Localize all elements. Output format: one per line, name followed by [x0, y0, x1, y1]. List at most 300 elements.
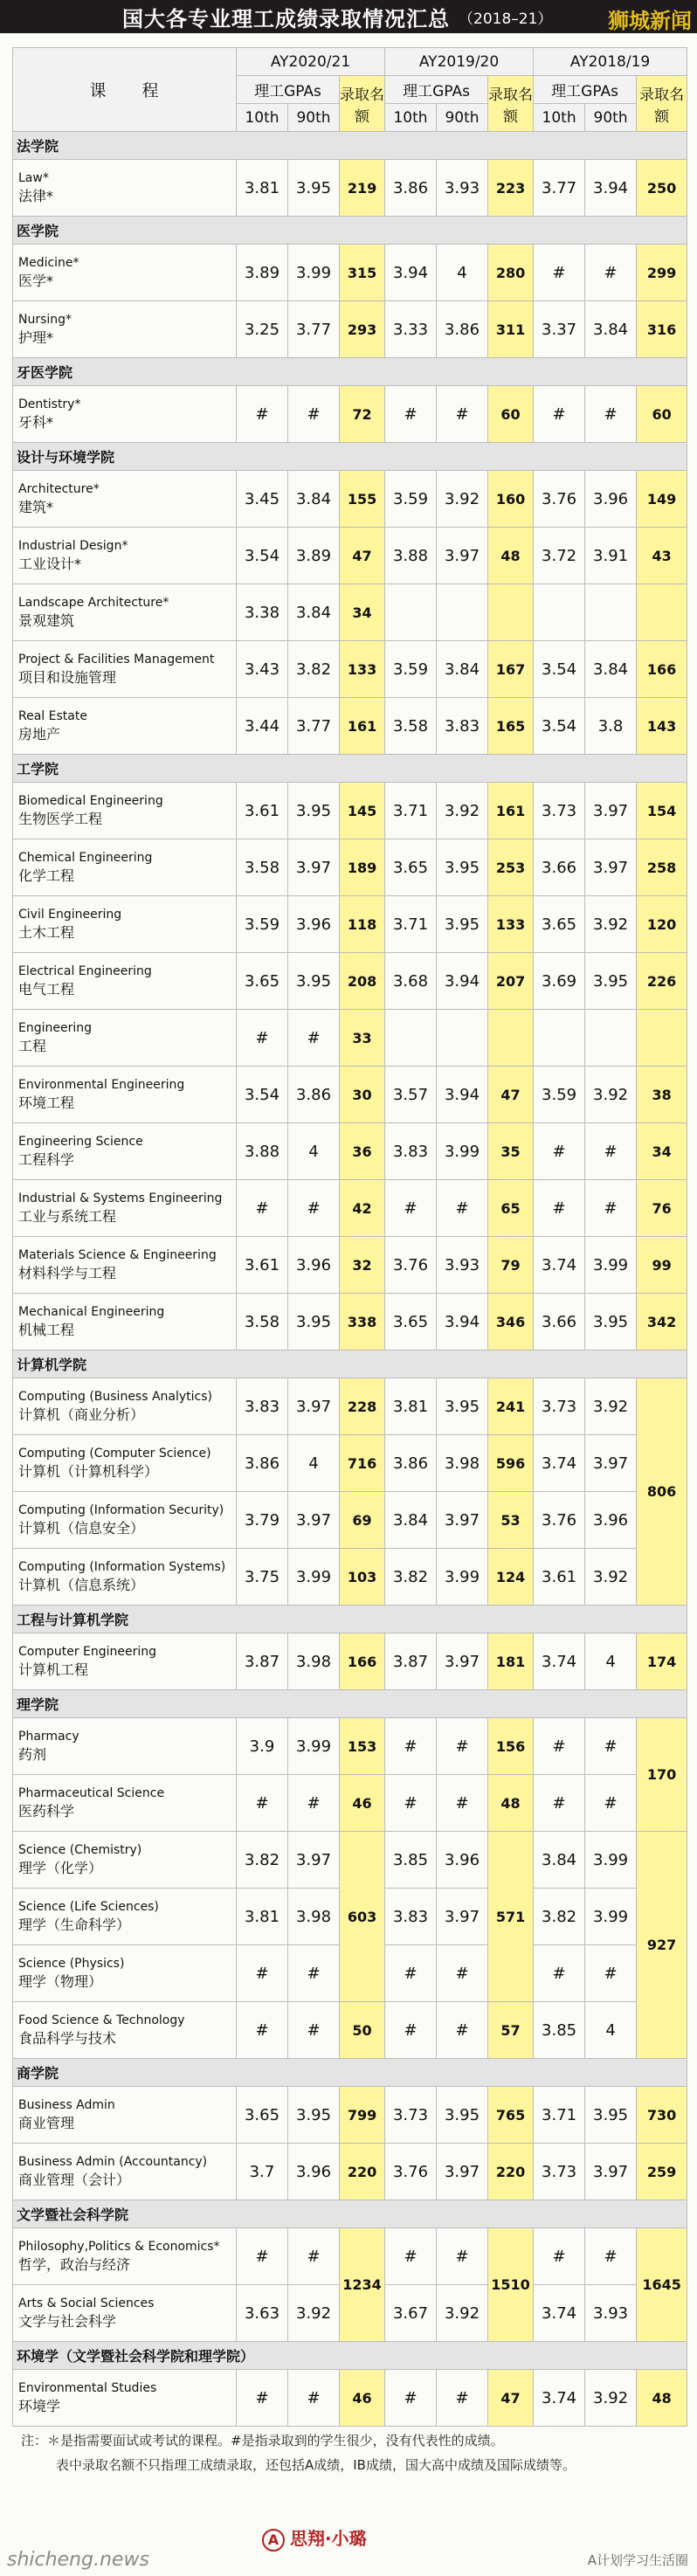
admission-table [12, 47, 687, 2427]
quota-header: 录取名额 [488, 76, 534, 132]
gpa-90th-cell: 3.89 [288, 528, 340, 584]
gpa-90th-cell: 3.95 [437, 896, 488, 953]
quota-cell: 603 [340, 1832, 385, 2002]
table-row [13, 1180, 687, 1237]
course-name-en: Electrical Engineering [18, 963, 152, 978]
gpa-90th-cell: 3.96 [288, 1237, 340, 1294]
gpa-10th-cell: 3.87 [385, 1633, 437, 1690]
course-name-en: Business Admin (Accountancy) [18, 2154, 208, 2169]
gpa-header: 理工GPAs [385, 76, 488, 104]
course-name-en: Food Science & Technology [18, 2013, 185, 2027]
gpa-10th-cell: 3.58 [385, 698, 437, 755]
brand-logo-text: 狮城新闻 [608, 9, 692, 33]
course-cell [13, 1435, 237, 1492]
quota-cell: 293 [340, 301, 385, 358]
gpa-10th-cell: 3.76 [385, 1237, 437, 1294]
gpa-90th-cell: 3.93 [585, 2285, 637, 2342]
quota-cell: 571 [488, 1832, 534, 2002]
quota-cell: 79 [488, 1237, 534, 1294]
gpa-10th-cell: # [237, 1775, 288, 1832]
p90-header: 90th [288, 104, 340, 132]
course-cell [13, 1067, 237, 1123]
section-title: 理学院 [13, 1690, 687, 1718]
gpa-90th-cell: 3.84 [288, 471, 340, 528]
gpa-90th-cell: # [437, 1775, 488, 1832]
gpa-90th-cell: 3.84 [585, 641, 637, 698]
quota-cell: 799 [340, 2087, 385, 2144]
gpa-90th-cell: 3.99 [288, 1718, 340, 1775]
table-row [13, 2144, 687, 2200]
gpa-90th-cell: 3.92 [585, 1378, 637, 1435]
course-cell [13, 698, 237, 755]
gpa-90th-cell [585, 1010, 637, 1067]
gpa-90th-cell: 3.95 [437, 2087, 488, 2144]
quota-cell: 46 [340, 1775, 385, 1832]
course-name-cn: 工程 [18, 1037, 47, 1054]
gpa-90th-cell: # [585, 1775, 637, 1832]
gpa-10th-cell [385, 584, 437, 641]
gpa-90th-cell: # [437, 2370, 488, 2427]
course-cell [13, 1492, 237, 1549]
section-row [13, 358, 687, 386]
course-cell [13, 783, 237, 839]
gpa-10th-cell: 3.65 [237, 953, 288, 1010]
gpa-90th-cell: 4 [288, 1435, 340, 1492]
gpa-10th-cell: 3.71 [385, 783, 437, 839]
gpa-90th-cell: 3.95 [585, 2087, 637, 2144]
course-name-cn: 医学* [18, 272, 54, 289]
gpa-10th-cell: 3.65 [237, 2087, 288, 2144]
quota-header: 录取名额 [637, 76, 687, 132]
course-name-cn: 计算机（计算机科学） [18, 1462, 159, 1480]
gpa-90th-cell: 3.92 [437, 471, 488, 528]
course-cell [13, 1378, 237, 1435]
title-years: （2018–21） [459, 10, 553, 28]
course-cell [13, 1123, 237, 1180]
course-name-en: Computing (Business Analytics) [18, 1389, 213, 1404]
table-row [13, 953, 687, 1010]
section-title: 文学暨社会科学院 [13, 2200, 687, 2228]
gpa-90th-cell: # [585, 245, 637, 301]
quota-cell: 170 [637, 1718, 687, 1832]
course-name-en: Dentistry* [18, 397, 81, 411]
gpa-10th-cell: 3.87 [237, 1633, 288, 1690]
gpa-10th-cell: 3.72 [534, 528, 585, 584]
gpa-10th-cell: 3.54 [534, 641, 585, 698]
course-name-cn: 护理* [18, 328, 54, 346]
gpa-90th-cell: 3.95 [288, 1294, 340, 1350]
gpa-10th-cell: 3.86 [385, 160, 437, 217]
course-name-en: Science (Chemistry) [18, 1842, 142, 1857]
course-name-cn: 建筑* [18, 498, 54, 515]
gpa-10th-cell: 3.79 [237, 1492, 288, 1549]
gpa-90th-cell: 3.97 [437, 1633, 488, 1690]
course-name-en: Science (Physics) [18, 1956, 125, 1971]
course-cell [13, 2370, 237, 2427]
course-cell [13, 1010, 237, 1067]
gpa-90th-cell: 3.92 [585, 1549, 637, 1606]
course-header: 课 程 [13, 48, 237, 132]
gpa-90th-cell: 3.92 [437, 2285, 488, 2342]
quota-cell: 219 [340, 160, 385, 217]
gpa-90th-cell: # [288, 2002, 340, 2059]
course-name-cn: 土木工程 [18, 923, 75, 941]
table-row [13, 839, 687, 896]
course-name-cn: 商业管理（会计） [18, 2171, 131, 2188]
year-header: AY2018/19 [534, 48, 687, 76]
header-row-years [13, 48, 687, 76]
quota-cell: 241 [488, 1378, 534, 1435]
section-row [13, 217, 687, 245]
footer [0, 2516, 697, 2576]
section-row [13, 2342, 687, 2370]
gpa-90th-cell: # [437, 386, 488, 443]
quota-cell: 220 [340, 2144, 385, 2200]
course-cell [13, 1775, 237, 1832]
gpa-90th-cell: # [288, 386, 340, 443]
gpa-10th-cell: 3.25 [237, 301, 288, 358]
quota-cell: 315 [340, 245, 385, 301]
course-cell [13, 1889, 237, 1945]
course-name-en: Environmental Engineering [18, 1077, 185, 1092]
course-name-cn: 机械工程 [18, 1321, 75, 1338]
gpa-10th-cell: # [237, 2228, 288, 2285]
gpa-90th-cell [437, 584, 488, 641]
gpa-90th-cell: # [437, 1718, 488, 1775]
gpa-90th-cell: 3.97 [288, 1378, 340, 1435]
gpa-10th-cell: 3.76 [534, 1492, 585, 1549]
gpa-10th-cell: # [385, 1945, 437, 2002]
table-row [13, 584, 687, 641]
gpa-90th-cell: 3.97 [585, 783, 637, 839]
gpa-90th-cell: # [585, 1718, 637, 1775]
quota-cell: 153 [340, 1718, 385, 1775]
quota-cell: 118 [340, 896, 385, 953]
gpa-90th-cell: 3.97 [437, 528, 488, 584]
section-title: 商学院 [13, 2059, 687, 2087]
table-row [13, 1123, 687, 1180]
gpa-90th-cell: 4 [288, 1123, 340, 1180]
gpa-10th-cell: # [237, 2370, 288, 2427]
quota-cell: 223 [488, 160, 534, 217]
gpa-90th-cell: 3.99 [585, 1889, 637, 1945]
course-cell [13, 1549, 237, 1606]
section-row [13, 1350, 687, 1378]
course-name-en: Civil Engineering [18, 907, 122, 922]
course-cell [13, 160, 237, 217]
quota-cell: 149 [637, 471, 687, 528]
quota-cell: 258 [637, 839, 687, 896]
course-name-cn: 景观建筑 [18, 611, 75, 629]
quota-cell: 65 [488, 1180, 534, 1237]
quota-cell: 311 [488, 301, 534, 358]
gpa-90th-cell: # [288, 2228, 340, 2285]
gpa-90th-cell: 3.97 [585, 1435, 637, 1492]
quota-cell: 35 [488, 1123, 534, 1180]
gpa-10th-cell: # [534, 386, 585, 443]
quota-cell: 716 [340, 1435, 385, 1492]
quota-cell [488, 1010, 534, 1067]
gpa-90th-cell: 3.94 [437, 1067, 488, 1123]
quota-cell: 259 [637, 2144, 687, 2200]
course-name-cn: 法律* [18, 187, 54, 204]
gpa-90th-cell: # [288, 1945, 340, 2002]
gpa-10th-cell: # [385, 2228, 437, 2285]
quota-cell: 299 [637, 245, 687, 301]
gpa-90th-cell: 3.94 [437, 1294, 488, 1350]
course-name-cn: 工业设计* [18, 555, 82, 572]
gpa-10th-cell: 3.85 [385, 1832, 437, 1889]
course-name-en: Landscape Architecture* [18, 595, 169, 610]
gpa-10th-cell: 3.74 [534, 2370, 585, 2427]
gpa-90th-cell: 3.92 [437, 783, 488, 839]
course-cell [13, 2228, 237, 2285]
gpa-10th-cell: 3.88 [237, 1123, 288, 1180]
gpa-10th-cell: # [385, 1180, 437, 1237]
gpa-10th-cell: 3.58 [237, 839, 288, 896]
gpa-10th-cell: 3.89 [237, 245, 288, 301]
quota-cell: 253 [488, 839, 534, 896]
gpa-90th-cell: # [437, 2002, 488, 2059]
gpa-90th-cell: 3.95 [288, 2087, 340, 2144]
course-name-en: Materials Science & Engineering [18, 1247, 217, 1262]
quota-cell: 38 [637, 1067, 687, 1123]
gpa-10th-cell: 3.33 [385, 301, 437, 358]
gpa-10th-cell: # [534, 1180, 585, 1237]
course-name-cn: 项目和设施管理 [18, 668, 117, 686]
course-name-en: Science (Life Sciences) [18, 1899, 159, 1914]
gpa-10th-cell: 3.82 [534, 1889, 585, 1945]
course-name-cn: 材料科学与工程 [18, 1264, 117, 1281]
course-name-cn: 化学工程 [18, 867, 75, 884]
quota-cell: 174 [637, 1633, 687, 1690]
section-title: 计算机学院 [13, 1350, 687, 1378]
quota-cell: 189 [340, 839, 385, 896]
course-cell [13, 528, 237, 584]
gpa-10th-cell: # [237, 1180, 288, 1237]
course-name-cn: 生物医学工程 [18, 810, 103, 827]
table-row [13, 1067, 687, 1123]
gpa-90th-cell: 3.99 [288, 245, 340, 301]
course-name-cn: 环境学 [18, 2397, 61, 2414]
quota-cell: 50 [340, 2002, 385, 2059]
course-name-en: Biomedical Engineering [18, 793, 163, 808]
quota-cell: 160 [488, 471, 534, 528]
section-row [13, 132, 687, 160]
gpa-10th-cell: # [385, 2370, 437, 2427]
gpa-10th-cell [534, 1010, 585, 1067]
gpa-10th-cell: # [534, 1775, 585, 1832]
table-row [13, 2002, 687, 2059]
gpa-90th-cell: # [585, 2228, 637, 2285]
course-cell [13, 386, 237, 443]
quota-cell: 34 [637, 1123, 687, 1180]
course-name-en: Business Admin [18, 2097, 115, 2112]
quota-cell: 596 [488, 1435, 534, 1492]
gpa-10th-cell: # [534, 245, 585, 301]
course-name-en: Environmental Studies [18, 2380, 157, 2395]
course-cell [13, 1945, 237, 2002]
table-row [13, 301, 687, 358]
year-header: AY2019/20 [385, 48, 534, 76]
course-name-en: Computer Engineering [18, 1644, 157, 1659]
note-line: 表中录取名额不只指理工成绩录取，还包括A成绩，IB成绩，国大高中成绩及国际成绩等。 [56, 2457, 576, 2473]
gpa-10th-cell: 3.65 [534, 896, 585, 953]
quota-cell: 36 [340, 1123, 385, 1180]
quota-cell: 207 [488, 953, 534, 1010]
gpa-10th-cell: 3.82 [237, 1832, 288, 1889]
gpa-10th-cell: 3.81 [385, 1378, 437, 1435]
gpa-90th-cell: 3.99 [585, 1832, 637, 1889]
table-row [13, 471, 687, 528]
gpa-90th-cell: 3.92 [585, 896, 637, 953]
quota-cell: 166 [637, 641, 687, 698]
gpa-10th-cell: 3.58 [237, 1294, 288, 1350]
gpa-90th-cell: 3.95 [437, 1378, 488, 1435]
quota-cell: 133 [340, 641, 385, 698]
quota-cell: 208 [340, 953, 385, 1010]
course-name-en: Architecture* [18, 481, 100, 496]
gpa-10th-cell: 3.71 [385, 896, 437, 953]
table-row [13, 1775, 687, 1832]
quota-cell: 342 [637, 1294, 687, 1350]
gpa-90th-cell: 3.98 [288, 1889, 340, 1945]
p90-header: 90th [437, 104, 488, 132]
quota-cell: 927 [637, 1832, 687, 2059]
course-cell [13, 1718, 237, 1775]
course-name-cn: 文学与社会科学 [18, 2312, 117, 2330]
course-name-en: Real Estate [18, 708, 87, 723]
gpa-90th-cell: 3.96 [437, 1832, 488, 1889]
gpa-90th-cell: 3.97 [585, 2144, 637, 2200]
table-row [13, 1633, 687, 1690]
table-row [13, 1832, 687, 1889]
table-row [13, 2087, 687, 2144]
p10-header: 10th [385, 104, 437, 132]
gpa-90th-cell: 3.98 [288, 1633, 340, 1690]
gpa-90th-cell: 3.95 [288, 160, 340, 217]
gpa-10th-cell: 3.54 [237, 528, 288, 584]
course-cell [13, 641, 237, 698]
gpa-90th-cell: # [437, 1180, 488, 1237]
quota-cell: 42 [340, 1180, 385, 1237]
gpa-90th-cell: 3.99 [288, 1549, 340, 1606]
section-title: 法学院 [13, 132, 687, 160]
gpa-90th-cell: # [585, 1123, 637, 1180]
gpa-10th-cell: 3.74 [534, 1237, 585, 1294]
section-title: 工学院 [13, 755, 687, 783]
quota-cell: 69 [340, 1492, 385, 1549]
quota-cell: 765 [488, 2087, 534, 2144]
gpa-10th-cell: # [385, 1718, 437, 1775]
course-name-cn: 工业与系统工程 [18, 1207, 117, 1225]
gpa-90th-cell [585, 584, 637, 641]
gpa-10th-cell: 3.86 [385, 1435, 437, 1492]
gpa-10th-cell: 3.73 [534, 2144, 585, 2200]
gpa-90th-cell: 3.77 [288, 698, 340, 755]
gpa-10th-cell: 3.82 [385, 1549, 437, 1606]
gpa-90th-cell: 4 [585, 2002, 637, 2059]
gpa-90th-cell: # [585, 386, 637, 443]
course-name-en: Mechanical Engineering [18, 1304, 165, 1319]
quota-cell: 1234 [340, 2228, 385, 2342]
gpa-10th-cell: 3.81 [237, 1889, 288, 1945]
course-cell [13, 245, 237, 301]
table-row [13, 160, 687, 217]
section-title: 牙医学院 [13, 358, 687, 386]
quota-cell: 730 [637, 2087, 687, 2144]
quota-cell: 120 [637, 896, 687, 953]
quota-cell: 48 [488, 528, 534, 584]
gpa-10th-cell: 3.66 [534, 1294, 585, 1350]
quota-cell: 32 [340, 1237, 385, 1294]
gpa-90th-cell: 3.95 [585, 1294, 637, 1350]
quota-cell: 220 [488, 2144, 534, 2200]
gpa-10th-cell: 3.66 [534, 839, 585, 896]
gpa-90th-cell: 3.91 [585, 528, 637, 584]
gpa-90th-cell: 3.86 [437, 301, 488, 358]
quota-cell: 47 [340, 528, 385, 584]
quota-cell: 155 [340, 471, 385, 528]
gpa-10th-cell: 3.69 [534, 953, 585, 1010]
quota-cell: 156 [488, 1718, 534, 1775]
quota-cell: 181 [488, 1633, 534, 1690]
gpa-90th-cell: 4 [437, 245, 488, 301]
gpa-header: 理工GPAs [534, 76, 637, 104]
gpa-90th-cell: 3.95 [585, 953, 637, 1010]
gpa-10th-cell: 3.74 [534, 2285, 585, 2342]
gpa-90th-cell: 3.97 [288, 1492, 340, 1549]
course-name-en: Computing (Computer Science) [18, 1446, 211, 1461]
quota-cell: 226 [637, 953, 687, 1010]
table-row [13, 1549, 687, 1606]
quota-header: 录取名额 [340, 76, 385, 132]
quota-cell: 165 [488, 698, 534, 755]
quota-cell: 33 [340, 1010, 385, 1067]
quota-cell: 154 [637, 783, 687, 839]
table-row [13, 1718, 687, 1775]
quota-cell: 48 [637, 2370, 687, 2427]
gpa-10th-cell: 3.59 [534, 1067, 585, 1123]
gpa-10th-cell: 3.38 [237, 584, 288, 641]
section-row [13, 755, 687, 783]
gpa-10th-cell: 3.61 [237, 783, 288, 839]
gpa-10th-cell: 3.61 [237, 1237, 288, 1294]
gpa-90th-cell: # [585, 1945, 637, 2002]
gpa-90th-cell: 3.97 [288, 839, 340, 896]
gpa-10th-cell: 3.73 [534, 1378, 585, 1435]
course-name-cn: 房地产 [18, 725, 61, 742]
course-cell [13, 1294, 237, 1350]
course-name-cn: 商业管理 [18, 2114, 75, 2131]
course-name-en: Industrial & Systems Engineering [18, 1191, 223, 1205]
gpa-10th-cell: # [237, 1010, 288, 1067]
gpa-10th-cell: 3.37 [534, 301, 585, 358]
table-row [13, 1237, 687, 1294]
year-header: AY2020/21 [237, 48, 385, 76]
gpa-90th-cell: # [288, 2370, 340, 2427]
gpa-90th-cell: 3.98 [437, 1435, 488, 1492]
gpa-90th-cell: # [585, 1180, 637, 1237]
section-title: 医学院 [13, 217, 687, 245]
gpa-90th-cell: 3.99 [585, 1237, 637, 1294]
gpa-90th-cell: 3.95 [288, 953, 340, 1010]
course-name-en: Arts & Social Sciences [18, 2296, 155, 2310]
gpa-90th-cell: 3.96 [585, 1492, 637, 1549]
table-row [13, 1435, 687, 1492]
course-name-en: Engineering Science [18, 1134, 143, 1149]
course-cell [13, 896, 237, 953]
